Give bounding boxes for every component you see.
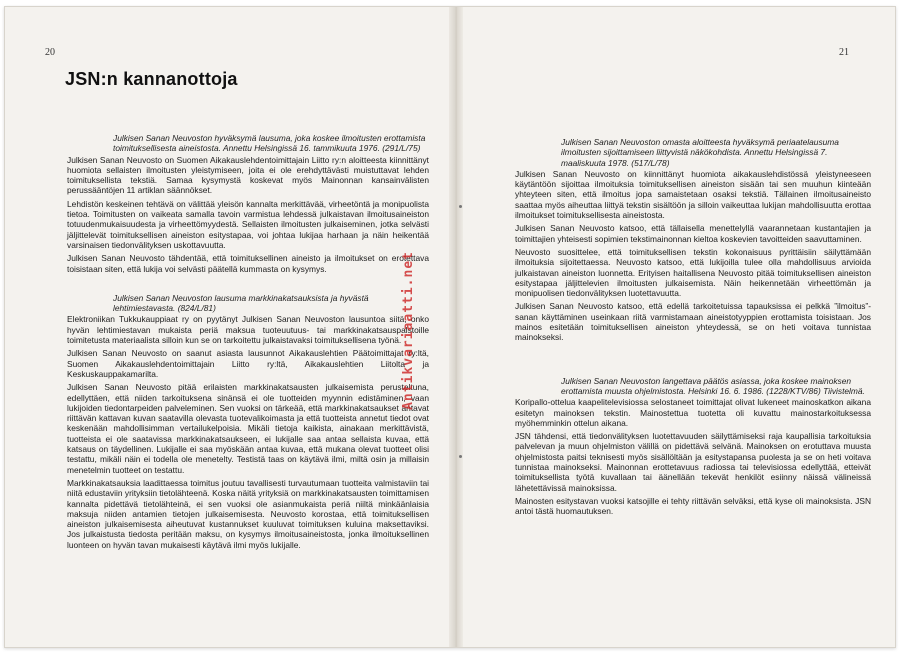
left-column — [67, 133, 429, 553]
paragraph: Julkisen Sanan Neuvosto on saanut asiasta lausunnot Aikakauslehtien Päätoimittajat ry:ltä, Suomen Aikakauslehdentoimittajain Liitto ry:ltä, Aikakauslehtien Liitolta ja Keskuskauppakamarilta. — [67, 348, 429, 379]
paragraph: Elektroniikan Tukkukauppiaat ry on pyytänyt Julkisen Sanan Neuvoston lausuntoa siitä, onko hyvän lehtimiestavan mukaista periä maksua tuoteuutuus- tai markkinakatsauspalstoille toimitetusta materiaalista silloin kun se on tarkoitettu julkaistavaksi toimituksellisena työnä. — [67, 314, 429, 346]
paragraph: Neuvosto suosittelee, että toimituksellisen tekstin kokonaisuus pyrittäisiin säilyttämään ilmoituksia sijoitettaessa. Neuvosto katsoo, että lukijoilla tulee olla mahdollisuus arvioida julkaistavan aineiston luonnetta. Erityisen haitallisena Neuvosto pitää toimituksellisen aineiston esitystapaa jäljittelevien ilmoitusten julkaisemista. Näin heikennetään virheettömän ja monipuolisen tiedonvälityksen luotettavuutta. — [515, 246, 871, 299]
section-gap — [67, 277, 429, 293]
right-page — [463, 7, 895, 647]
paragraph: JSN tähdensi, että tiedonvälityksen luotettavuuden säilyttämiseksi raja kaupallisia tarkoituksia palvelevan ja muun ohjelmiston välillä on pidettävä selvänä. Mainoksen on erotuttava muusta ohjelmistosta paitsi teknisesti myös sisällöltään ja esitystapansa puolesta ja se on heti voitava tunnistaa mainokseksi. Mainonnan erottetavuus radiossa tai televisiossa edellyttää, etteivät toimituksellista työtä kuvallaan tai äänellään tekevät henkilöt esiinny näissä välineissä lähetettävissä mainoksissa. — [515, 431, 871, 493]
paragraph: Koripallo-ottelua kaapelitelevisiossa selostaneet toimittajat olivat lukeneet mainoskatkon aikana esitetyn mainoksen tekstin. Mainostettua tuotetta oli kuvattu mainostarkoituksessa myöhemminkin ottelun aikana. — [515, 397, 871, 428]
paragraph: Lehdistön keskeinen tehtävä on välittää yleisön kannalta merkittävää, virheetöntä ja monipuolista tietoa. Toimitusten on vaikeata samalla tavoin varmistua lehdessä julkaistavan ilmoitusaineiston totuudenmukaisuudesta ja virheettömyydestä. Sellaisten ilmoitusten julkaiseminen, jotka selvästi jäljittelevät toimituksellisen aineiston esitystapaa, voi johtaa lukijaa harhaan ja näin heikentää varsinaisen tiedonvälityksen uskottavuutta. — [67, 198, 429, 250]
paragraph: Markkinakatsauksia laadittaessa toimitus joutuu tavallisesti turvautumaan tuotteita valmistaviin tai niitä edustaviin yrityksiin tietolähteenä. Koska näitä yrityksiä on markkinakatsausten toimittamisen kannalta pidettävä tietolähteinä, ei sen vuoksi ole asianmukaista periä niiltä minkäänlaisia maksuja niiden antamien tietojen julkaisemisesta. Neuvosto korostaa, että toimituksellisen aineiston julkaisemisesta aiheutuvat kustannukset kuuluvat toimituksen kuluina maksettaviksi. Jos julkaistusta tiedosta peritään maksu, on kysymys ilmoitusaineistosta, jonka ilmoituksellinen luonteen on hyvän tavan mukaisesti käytävä ilmi myös lukijalle. — [67, 477, 429, 550]
section-intro: Julkisen Sanan Neuvoston omasta aloitteesta hyväksymä periaatelausuma ilmoitusten sijoittamiseen liittyvistä näkökohdista. Annettu Helsingissä 7. maaliskuuta 1978. (517/L/78) — [561, 137, 839, 168]
section-intro: Julkisen Sanan Neuvoston langettava päätös asiassa, joka koskee mainoksen erottamista muusta ohjelmistosta. Helsinki 16. 6. 1986. (1228/KTV/86) Tiivistelmä. — [561, 375, 865, 396]
binding-staple — [459, 205, 462, 208]
page-number-left: 20 — [45, 47, 55, 58]
page-title: JSN:n kannanottoja — [65, 69, 238, 89]
section-intro: Julkisen Sanan Neuvoston hyväksymä lausuma, joka koskee ilmoitusten erottamista toimituksellisesta aineistosta. Annettu Helsingissä 16. tammikuuta 1976. (291/L/75) — [113, 133, 426, 154]
paragraph: Julkisen Sanan Neuvosto tähdentää, että toimituksellinen aineisto ja ilmoitukset on erotettava toisistaan siten, että lukija voi selvästi päätellä kummasta on kysymys. — [67, 253, 429, 274]
watermark-stamp: Antikvariaatti.net — [401, 251, 416, 410]
left-page — [5, 7, 449, 647]
paragraph: Mainosten esitystavan vuoksi katsojille ei tehty riittävän selväksi, että kyse oli mainoksista. JSN antoi tästä huomautuksen. — [515, 495, 871, 517]
paragraph: Julkisen Sanan Neuvosto on kiinnittänyt huomiota aikakauslehdistössä yleistyneeseen käytäntöön sijoittaa ilmoituksia toimituksellisen aineiston sisään tai sen muuhun kiinteään yhteyteen siten, että ilmoitus jopa samaistetaan osaksi tekstiä. Tällainen ilmoitusaineisto saattaa myös aiheuttaa liittyä tekstin sisältöön ja silloin vaikeuttaa lukijan mahdollisuutta erottaa ilmoitukset toimituksellisesta aineistosta. — [515, 168, 871, 221]
book-gutter — [449, 7, 463, 647]
right-column — [515, 137, 871, 520]
paragraph: Julkisen Sanan Neuvosto pitää erilaisten markkinakatsausten julkaisemista perusteltuna, edellyttäen, että niiden tarkoituksena sinänsä ei ole tuotteiden myynnin edistäminen, vaan lukijoiden tiedontarpeiden palveleminen. Sen vuoksi on tärkeää, että markkinakatsaukset antavat riittävän kattavan kuvan saatavilla olevasta tuotevalikoimasta ja että tuotteista annetut tiedot ovat keskenään mahdollisimman vertailukelpoisia. Mikäli tietoja kaikista, ainakaan merkittävistä, tuotteista ei ole saatavissa markkinakatsaukseen, ei lukijalle saa antaa sellaista kuvaa, että katsaus on täydellinen. Lukijalle ei saa myöskään antaa kuvaa, että mukana olevat tuotteet olisi testattu, mikäli näin ei todella ole menetelty. Testistä taas on käytävä ilmi, miltä osin ja millaisin menetelmin tuotteet on testattu. — [67, 382, 429, 475]
paragraph: Julkisen Sanan Neuvosto katsoo, että tällaisella menettelyllä vaarannetaan kustantajien ja toimittajien yhteisesti sopimien tekstimainonnan kieltoa koskevien tavoitteiden saavuttaminen. — [515, 223, 871, 244]
binding-staple — [459, 455, 462, 458]
paragraph: Julkisen Sanan Neuvosto on Suomen Aikakauslehdentoimittajain Liitto ry:n aloitteesta kiinnittänyt huomiota sellaisten ilmoitusten yleistymiseen, joita ei ole erehdyttävästi muistuttavat lehden toimituksellista tekstiä. Samaa kysymystä koskevat myös Mainonnan kansainvälisten perussääntöjen 11 artiklan säännökset. — [67, 154, 429, 196]
book-spread — [4, 6, 896, 648]
section-intro: Julkisen Sanan Neuvoston lausuma markkinakatsauksista ja hyvästä lehtimiestavasta. (824/L/81) — [113, 292, 369, 314]
section-gap — [515, 346, 871, 376]
paragraph: Julkisen Sanan Neuvosto katsoo, että edellä tarkoitetuissa tapauksissa ei pelkkä ”ilmoitus”-sanan käyttäminen useinkaan riitä varmistamaan aineistotyyppien erottamista toisistaan. Jos mainos esitetään toimituksellisen aineiston yhteydessä, se on heti voitava tunnistaa mainokseksi. — [515, 301, 871, 343]
page-number-right: 21 — [839, 47, 849, 58]
